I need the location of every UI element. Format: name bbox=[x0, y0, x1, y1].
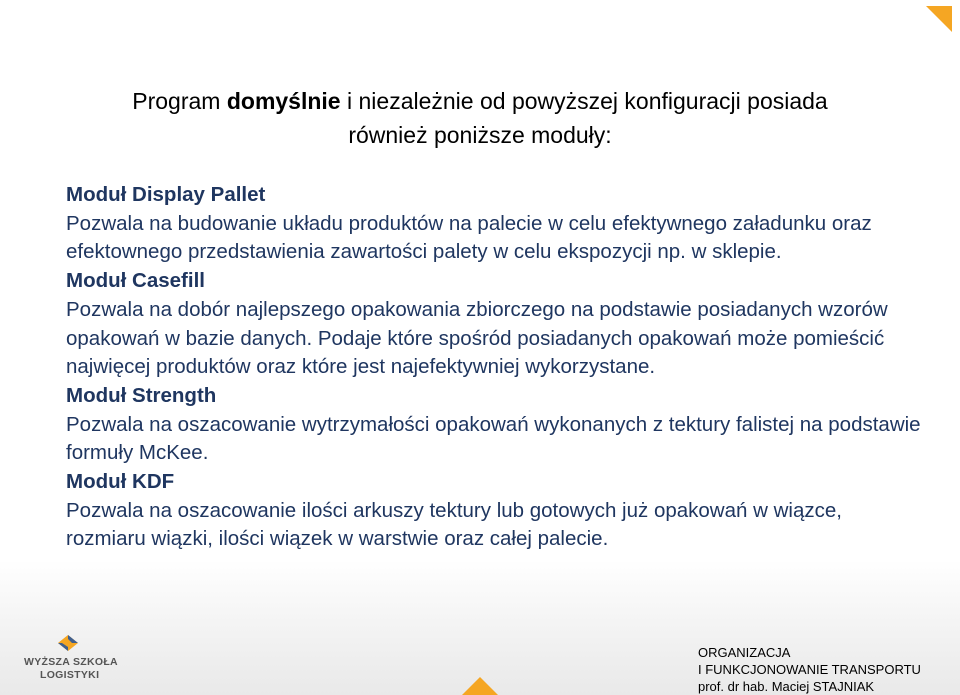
heading-line2: również poniższe moduły: bbox=[348, 122, 612, 148]
module-kdf bbox=[66, 468, 926, 554]
module-description: Pozwala na dobór najlepszego opakowania zbiorczego na podstawie posiadanych wzorów opakowań w bazie danych. Podaje które spośród posiadanych opakowań może pomieścić najwięcej produktów oraz które jest najefektywniej wykorzystane. bbox=[66, 297, 888, 379]
module-display-pallet bbox=[66, 181, 926, 267]
module-strength bbox=[66, 382, 926, 468]
module-title: Moduł KDF bbox=[66, 470, 175, 494]
logo-text-line2: LOGISTYKI bbox=[40, 669, 100, 681]
footer-info bbox=[698, 644, 921, 695]
footer-line3: prof. dr hab. Maciej STAJNIAK bbox=[698, 679, 875, 694]
page-heading bbox=[40, 84, 920, 152]
heading-emphasis: domyślnie bbox=[226, 88, 341, 114]
module-description: Pozwala na oszacowanie wytrzymałości opakowań wykonanych z tektury falistej na podstawie formuły McKee. bbox=[66, 412, 921, 465]
module-title: Moduł Display Pallet bbox=[66, 183, 266, 206]
module-list bbox=[66, 181, 926, 554]
heading-part1: Program bbox=[132, 88, 227, 114]
module-title: Moduł Strength bbox=[66, 383, 217, 407]
module-casefill bbox=[66, 267, 926, 382]
bottom-triangle-icon bbox=[462, 675, 498, 695]
module-title: Moduł Casefill bbox=[66, 269, 205, 293]
logo-text-line1: WYŻSZA SZKOŁA bbox=[24, 656, 118, 668]
footer-line1: ORGANIZACJA bbox=[698, 645, 791, 660]
corner-triangle-icon bbox=[926, 6, 952, 32]
module-description: Pozwala na budowanie układu produktów na palecie w celu efektywnego załadunku oraz efektownego przedstawienia zawartości palety w celu ekspozycji np. w sklepie. bbox=[66, 211, 872, 264]
module-description: Pozwala na oszacowanie ilości arkuszy tektury lub gotowych już opakowań w wiązce, rozmiaru wiązki, ilości wiązek w warstwie oraz całej palecie. bbox=[66, 498, 842, 551]
footer-line2: I FUNKCJONOWANIE TRANSPORTU bbox=[698, 662, 921, 677]
heading-part2: i niezależnie od powyższej konfiguracji posiada bbox=[340, 88, 828, 114]
